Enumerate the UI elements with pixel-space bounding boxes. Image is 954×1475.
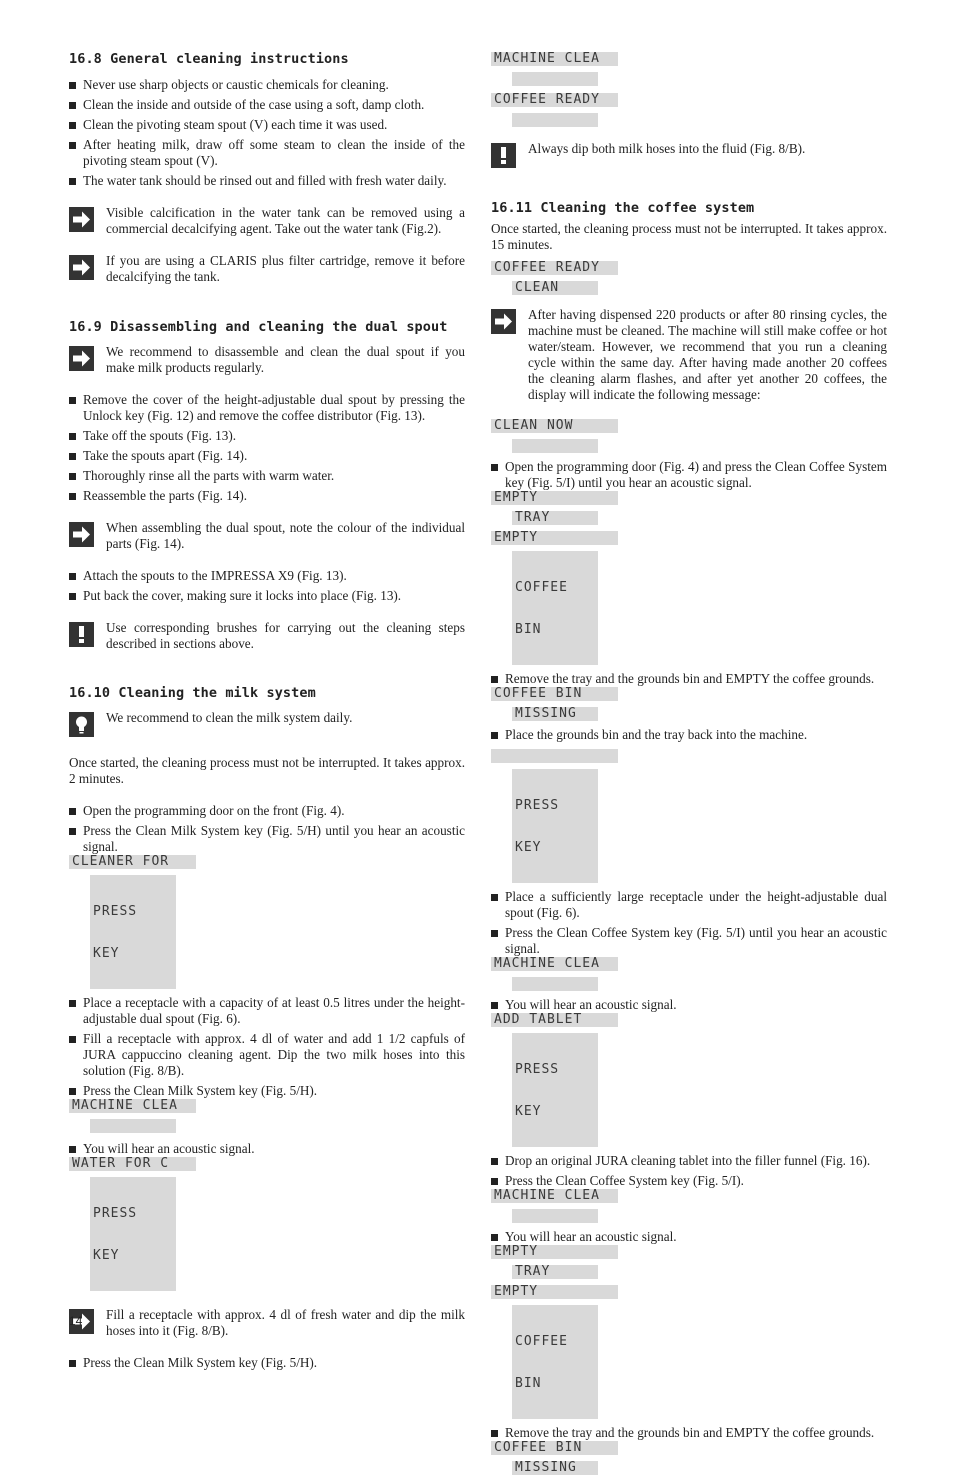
list-item: Remove the tray and the grounds bin and EMPTY the coffee grounds. (491, 671, 887, 687)
display-message (491, 1245, 887, 1279)
display-line-1: MACHINE CLEA (491, 1189, 618, 1203)
display-line-1 (491, 749, 618, 763)
list-item: Press the Clean Milk System key (Fig. 5/H) until you hear an acoustic signal. (69, 823, 465, 855)
display-text: COFFEE (515, 580, 568, 595)
section-heading-16-8: 16.8 General cleaning instructions (69, 51, 349, 67)
display-line-1: COFFEE READY (491, 261, 618, 275)
list-item: Take the spouts apart (Fig. 14). (69, 448, 465, 464)
display-line-2: CLEAN (512, 281, 598, 295)
display-line-2 (90, 1119, 176, 1133)
exclamation-icon (69, 622, 94, 647)
display-line-2: TRAY (512, 1265, 598, 1279)
display-text: KEY (93, 946, 120, 961)
list-item: Press the Clean Coffee System key (Fig. 5/I) until you hear an acoustic signal. (491, 925, 887, 957)
note-block (69, 520, 465, 552)
bullet-list (491, 1229, 887, 1245)
list-item: Put back the cover, making sure it locks into place (Fig. 13). (69, 588, 465, 604)
bullet-list (69, 1355, 465, 1371)
display-message (491, 1285, 887, 1419)
display-text: COFFEE (515, 1334, 568, 1349)
right-column (491, 52, 887, 1475)
list-item: The water tank should be rinsed out and filled with fresh water daily. (69, 173, 465, 189)
display-message (69, 855, 465, 989)
display-text: PRESS (515, 1062, 560, 1077)
arrow-right-icon (491, 309, 516, 334)
list-item: Place the grounds bin and the tray back into the machine. (491, 727, 887, 743)
bullet-list (491, 1153, 887, 1189)
page-number: 14 (69, 1314, 83, 1328)
paragraph: Once started, the cleaning process must not be interrupted. It takes approx. 15 minutes. (491, 221, 887, 252)
warning-text: Use corresponding brushes for carrying out the cleaning steps described in sections above. (106, 620, 465, 651)
list-item: Never use sharp objects or caustic chemicals for cleaning. (69, 77, 465, 93)
bullet-list (491, 889, 887, 957)
bullet-list (491, 997, 887, 1013)
list-item: Open the programming door on the front (Fig. 4). (69, 803, 465, 819)
display-text: PRESS (93, 904, 138, 919)
note-block (491, 307, 887, 403)
note-block (69, 205, 465, 237)
arrow-right-icon (69, 255, 94, 280)
note-block (69, 1307, 465, 1339)
display-message (491, 419, 887, 453)
list-item: Clean the pivoting steam spout (V) each time it was used. (69, 117, 465, 133)
bullet-list (491, 671, 887, 687)
arrow-right-icon (69, 207, 94, 232)
list-item: Press the Clean Coffee System key (Fig. 5/I). (491, 1173, 887, 1189)
display-line-2 (512, 1033, 598, 1147)
display-message (491, 1441, 887, 1475)
display-line-2 (512, 551, 598, 665)
display-line-2: TRAY (512, 511, 598, 525)
display-line-1: WATER FOR C (69, 1157, 196, 1171)
display-line-2 (90, 875, 176, 989)
display-message (491, 93, 887, 127)
note-text: If you are using a CLARIS plus filter cartridge, remove it before decalcifying the tank. (106, 253, 465, 284)
display-message (491, 52, 887, 86)
arrow-right-icon (69, 346, 94, 371)
display-line-2 (90, 1177, 176, 1291)
display-message (69, 1157, 465, 1291)
paragraph: Once started, the cleaning process must not be interrupted. It takes approx. 2 minutes. (69, 755, 465, 786)
list-item: Press the Clean Milk System key (Fig. 5/H). (69, 1083, 465, 1099)
section-heading-16-10: 16.10 Cleaning the milk system (69, 685, 316, 701)
display-text: PRESS (515, 798, 560, 813)
display-message (491, 749, 887, 883)
display-line-1: COFFEE BIN (491, 687, 618, 701)
display-line-2 (512, 72, 598, 86)
display-line-1: COFFEE READY (491, 93, 618, 107)
lightbulb-icon (69, 712, 94, 737)
tip-block (69, 710, 465, 738)
display-line-1: EMPTY (491, 491, 618, 505)
arrow-right-icon (69, 522, 94, 547)
section-heading-16-9: 16.9 Disassembling and cleaning the dual spout (69, 319, 448, 335)
warning-text: Always dip both milk hoses into the fluid (Fig. 8/B). (528, 141, 806, 156)
display-line-1: MACHINE CLEA (69, 1099, 196, 1113)
note-block (69, 253, 465, 285)
display-text: KEY (515, 1104, 542, 1119)
list-item: After heating milk, draw off some steam to clean the inside of the pivoting steam spout (V). (69, 137, 465, 169)
display-line-2: MISSING (512, 1461, 598, 1475)
display-text: BIN (515, 1376, 542, 1391)
display-message (491, 957, 887, 991)
exclamation-icon (491, 143, 516, 168)
list-item: Clean the inside and outside of the case using a soft, damp cloth. (69, 97, 465, 113)
display-message (491, 531, 887, 665)
display-line-1: MACHINE CLEA (491, 957, 618, 971)
bullet-list (69, 392, 465, 504)
note-text: Fill a receptacle with approx. 4 dl of fresh water and dip the milk hoses into it (Fig. 8/B). (106, 1307, 465, 1338)
list-item: Attach the spouts to the IMPRESSA X9 (Fig. 13). (69, 568, 465, 584)
display-line-1: EMPTY (491, 1245, 618, 1259)
list-item: Place a receptacle with a capacity of at least 0.5 litres under the height-adjustable dual spout (Fig. 6). (69, 995, 465, 1027)
section-heading-16-11: 16.11 Cleaning the coffee system (491, 200, 755, 216)
bullet-list (69, 568, 465, 604)
bullet-list (491, 727, 887, 743)
list-item: Press the Clean Milk System key (Fig. 5/H). (69, 1355, 465, 1371)
list-item: Take off the spouts (Fig. 13). (69, 428, 465, 444)
list-item: You will hear an acoustic signal. (491, 997, 887, 1013)
display-line-2: MISSING (512, 707, 598, 721)
display-line-1: COFFEE BIN (491, 1441, 618, 1455)
display-line-2 (512, 977, 598, 991)
left-column (69, 50, 465, 1375)
list-item: Thoroughly rinse all the parts with warm water. (69, 468, 465, 484)
display-line-1: CLEAN NOW (491, 419, 618, 433)
display-line-1: EMPTY (491, 531, 618, 545)
list-item: Open the programming door (Fig. 4) and press the Clean Coffee System key (Fig. 5/I) until you hear an acoustic signal. (491, 459, 887, 491)
display-message (69, 1099, 465, 1133)
list-item: You will hear an acoustic signal. (69, 1141, 465, 1157)
note-text: When assembling the dual spout, note the colour of the individual parts (Fig. 14). (106, 520, 465, 551)
display-message (491, 261, 887, 295)
note-text: We recommend to disassemble and clean the dual spout if you make milk products regularly. (106, 344, 465, 375)
bullet-list (69, 803, 465, 855)
display-line-2 (512, 439, 598, 453)
list-item: Fill a receptacle with approx. 4 dl of water and add 1 1/2 capfuls of JURA cappuccino cleaning agent. Dip the two milk hoses into this solution (Fig. 8/B). (69, 1031, 465, 1079)
bullet-list (69, 77, 465, 189)
display-line-1: CLEANER FOR (69, 855, 196, 869)
list-item: Remove the tray and the grounds bin and EMPTY the coffee grounds. (491, 1425, 887, 1441)
bullet-list (491, 459, 887, 491)
note-text: After having dispensed 220 products or after 80 rinsing cycles, the machine must be cleaned. The machine will still make coffee or hot water/steam. However, we recommend that you run a cleaning cycle within the same day. After having made another 20 coffees the cleaning alarm flashes, and after yet another 20 coffees, the display will indicate the following message: (528, 307, 887, 402)
display-text: KEY (515, 840, 542, 855)
list-item: You will hear an acoustic signal. (491, 1229, 887, 1245)
display-message (491, 1013, 887, 1147)
bullet-list (69, 1141, 465, 1157)
display-message (491, 491, 887, 525)
warning-block (69, 620, 465, 652)
note-text: Visible calcification in the water tank can be removed using a commercial decalcifying agent. Take out the water tank (Fig.2). (106, 205, 465, 236)
list-item: Remove the cover of the height-adjustable dual spout by pressing the Unlock key (Fig. 12) and remove the coffee distributor (Fig. 13). (69, 392, 465, 424)
bullet-list (491, 1425, 887, 1441)
display-line-2 (512, 769, 598, 883)
display-line-2 (512, 113, 598, 127)
list-item: Reassemble the parts (Fig. 14). (69, 488, 465, 504)
tip-text: We recommend to clean the milk system daily. (106, 710, 353, 725)
list-item: Drop an original JURA cleaning tablet into the filler funnel (Fig. 16). (491, 1153, 887, 1169)
display-message (491, 1189, 887, 1223)
note-block (69, 344, 465, 376)
display-line-2 (512, 1305, 598, 1419)
display-text: BIN (515, 622, 542, 637)
display-line-1: MACHINE CLEA (491, 52, 618, 66)
display-text: PRESS (93, 1206, 138, 1221)
display-line-1: ADD TABLET (491, 1013, 618, 1027)
display-message (491, 687, 887, 721)
bullet-list (69, 995, 465, 1099)
display-line-1: EMPTY (491, 1285, 618, 1299)
display-line-2 (512, 1209, 598, 1223)
display-text: KEY (93, 1248, 120, 1263)
list-item: Place a sufficiently large receptacle under the height-adjustable dual spout (Fig. 6). (491, 889, 887, 921)
warning-block (491, 141, 887, 169)
